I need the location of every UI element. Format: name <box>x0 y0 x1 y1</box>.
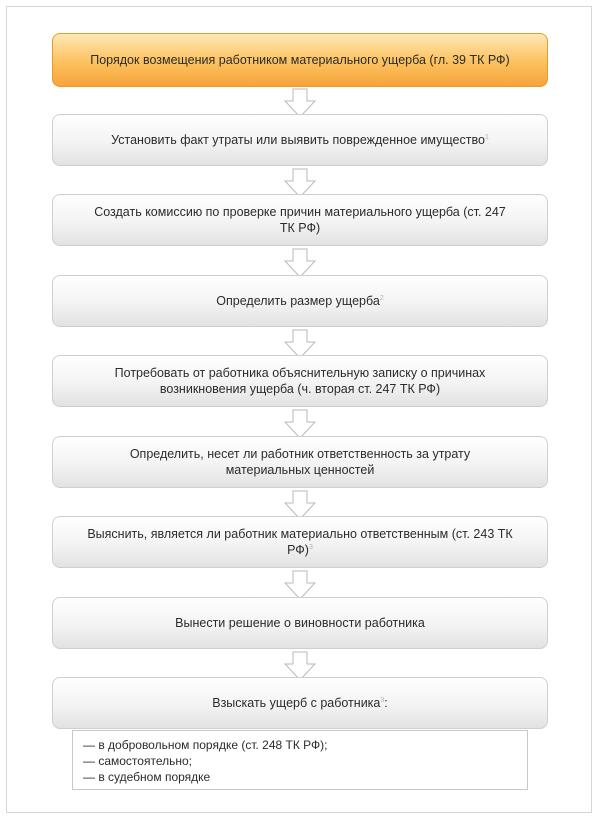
list-item: — в добровольном порядке (ст. 248 ТК РФ); <box>83 738 328 752</box>
step-text: Определить размер ущерба <box>216 294 380 308</box>
footnote-mark: 3 <box>308 543 313 551</box>
step-request-explanation <box>52 355 548 407</box>
step-check-liability <box>52 516 548 568</box>
step-decide-guilt <box>52 597 548 649</box>
step-establish-loss <box>52 114 548 166</box>
footnote-mark: 3 <box>380 696 385 704</box>
step-text: Создать комиссию по проверке причин материального ущерба (ст. 247 ТК РФ) <box>94 205 506 235</box>
step-determine-responsibility <box>52 436 548 488</box>
list-item: — в судебном порядке <box>83 770 211 784</box>
arrow-down-icon <box>284 248 316 278</box>
recovery-options <box>72 730 528 790</box>
step-create-commission <box>52 194 548 246</box>
step-text: Определить, несет ли работник ответственность за утрату материальных ценностей <box>129 447 471 477</box>
flow-title <box>52 33 548 87</box>
flow-title-text: Порядок возмещения работником материального ущерба (гл. 39 ТК РФ) <box>90 53 510 67</box>
list-item: — самостоятельно; <box>83 754 192 768</box>
step-suffix: : <box>384 696 388 710</box>
step-determine-damage <box>52 275 548 327</box>
step-text: Потребовать от работника объяснительную записку о причинах возникновения ущерба (ч. вторая ст. 247 ТК РФ) <box>114 366 486 396</box>
step-text: Выяснить, является ли работник материально ответственным (ст. 243 ТК РФ) <box>87 527 513 557</box>
arrow-down-icon <box>284 570 316 600</box>
footnote-mark: 1 <box>484 133 489 141</box>
step-text: Установить факт утраты или выявить поврежденное имущество <box>111 133 485 147</box>
arrow-down-icon <box>284 409 316 439</box>
footnote-mark: 2 <box>379 294 384 302</box>
step-recover-damage <box>52 677 548 729</box>
step-text: Вынести решение о виновности работника <box>175 616 425 630</box>
step-text: Взыскать ущерб с работника <box>212 696 381 710</box>
